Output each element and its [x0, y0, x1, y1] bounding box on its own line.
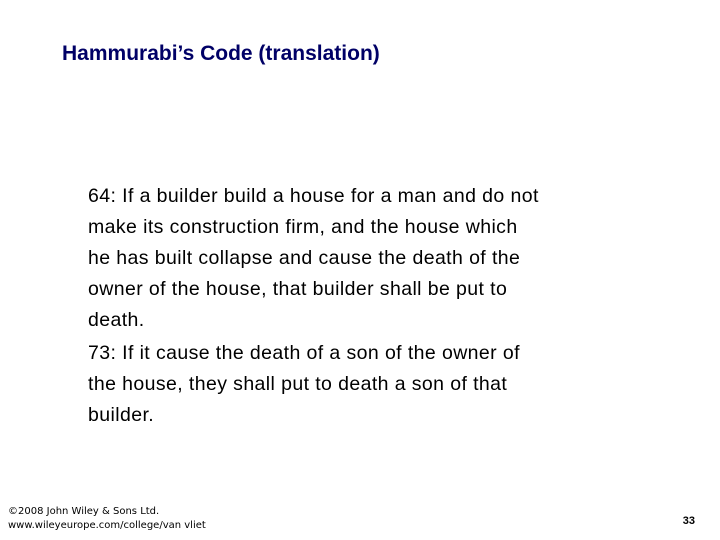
slide-title: Hammurabi’s Code (translation) [62, 42, 380, 65]
footer-credits [8, 505, 206, 533]
slide-body [88, 181, 668, 433]
copyright-text: ©2008 John Wiley & Sons Ltd. [8, 506, 160, 517]
law-64-paragraph: 64: If a builder build a house for a man and do not make its construction firm, and the house which he has built collapse and cause the death of the owner of the house, that builder shall be put to death. [88, 185, 539, 331]
footer-url: www.wileyeurope.com/college/van vliet [8, 520, 206, 531]
law-73-paragraph: 73: If it cause the death of a son of the owner of the house, they shall put to death a son of that builder. [88, 342, 520, 426]
page-number: 33 [682, 515, 695, 527]
